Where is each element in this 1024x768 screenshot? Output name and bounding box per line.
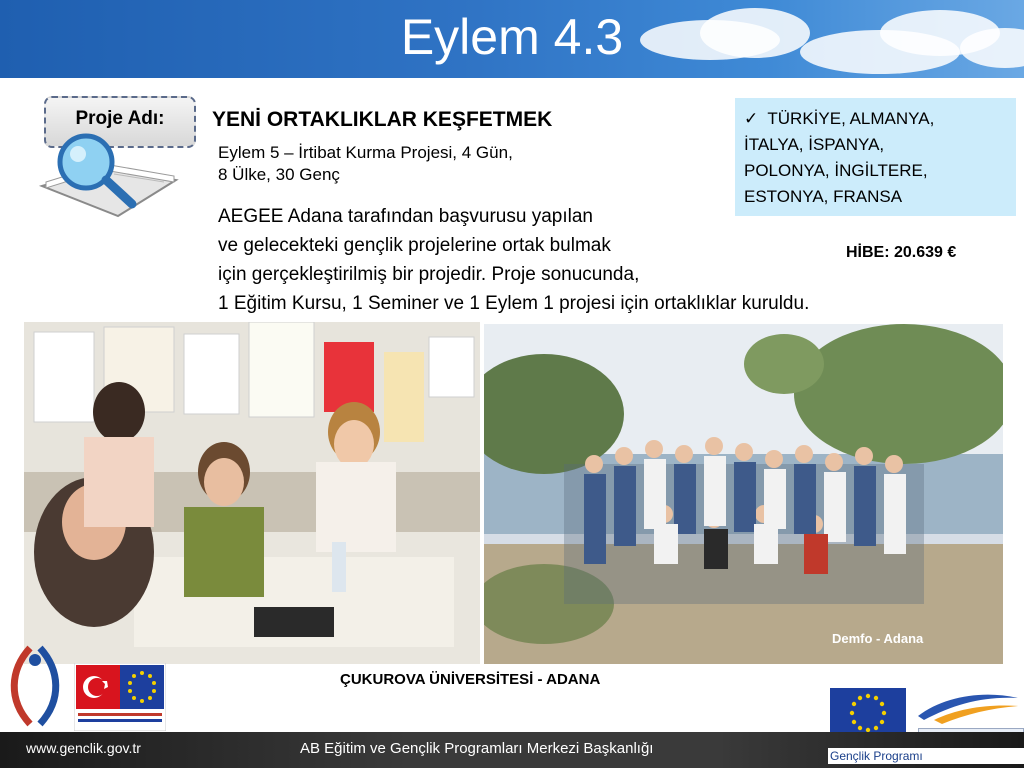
subtitle-line: 8 Ülke, 30 Genç [218, 165, 340, 184]
checkmark-icon: ✓ [744, 109, 759, 128]
turkey-eu-flag-icon [74, 663, 166, 731]
countries-box [735, 98, 1016, 216]
workshop-photo [24, 322, 480, 664]
grant-amount: HİBE: 20.639 € [846, 244, 957, 261]
description-line: AEGEE Adana tarafından başvurusu yapılan [218, 206, 593, 227]
eu-flag-icon [830, 688, 906, 738]
country-line: TÜRKİYE, ALMANYA, [767, 109, 935, 128]
country-line: İTALYA, İSPANYA, [744, 135, 885, 154]
group-photo [484, 324, 1003, 664]
youth-program-swoosh-icon [914, 686, 1020, 724]
slide-title: Eylem 4.3 [400, 9, 624, 65]
countries-list [744, 106, 1014, 210]
description-line: 1 Eğitim Kursu, 1 Seminer ve 1 Eylem 1 projesi için ortaklıklar kuruldu. [218, 293, 810, 314]
photo-caption: Demfo - Adana [832, 631, 924, 646]
project-name-label: Proje Adı: [75, 108, 165, 129]
country-line: ESTONYA, FRANSA [744, 187, 903, 206]
subtitle-line: Eylem 5 – İrtibat Kurma Projesi, 4 Gün, [218, 143, 513, 162]
project-subtitle [218, 142, 638, 186]
footer-organization: AB Eğitim ve Gençlik Programları Merkezi Başkanlığı [300, 740, 654, 757]
header-banner [0, 0, 1024, 78]
header-divider [0, 78, 1024, 81]
university-label: ÇUKUROVA ÜNİVERSİTESİ - ADANA [340, 671, 601, 688]
youth-program-logo [0, 640, 70, 730]
footer-website-link[interactable]: www.genclik.gov.tr [26, 740, 141, 756]
description-line: için gerçekleştirilmiş bir projedir. Proje sonucunda, [218, 264, 640, 285]
youth-program-label: Gençlik Programı [828, 748, 1024, 764]
country-line: POLONYA, İNGİLTERE, [744, 161, 928, 180]
description-line: ve gelecekteki gençlik projelerine ortak bulmak [218, 235, 611, 256]
project-title: YENİ ORTAKLIKLAR KEŞFETMEK [212, 108, 553, 131]
book-magnifier-icon [34, 128, 184, 218]
